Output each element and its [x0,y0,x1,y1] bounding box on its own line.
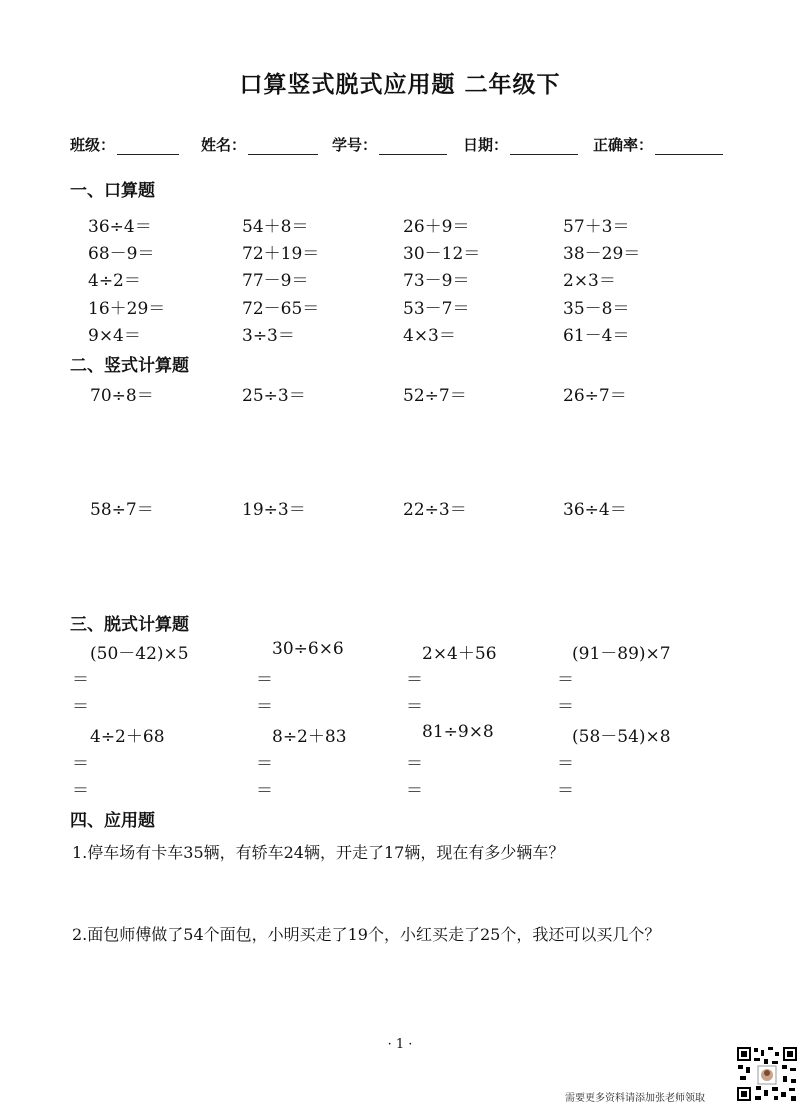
section-stepwise-heading: 三、脱式计算题 [70,615,189,635]
oral-problem: 54＋8＝ [242,217,309,237]
field-date-blank[interactable] [510,139,578,155]
equals-sign: ＝ [406,781,423,801]
field-name-blank[interactable] [248,139,318,155]
equals-sign: ＝ [72,670,89,690]
field-name-label: 姓名： [201,136,247,154]
field-date-label: 日期： [463,136,509,154]
field-student-id [332,134,447,155]
field-class-label: 班级： [70,136,116,154]
word-problem: 1.停车场有卡车35辆，有轿车24辆，开走了17辆，现在有多少辆车？ [72,843,565,862]
qr-code-icon [736,1046,798,1102]
equals-sign: ＝ [256,781,273,801]
vertical-problem: 52÷7＝ [403,386,467,406]
page-number: · 1 · [387,1037,413,1052]
oral-problem: 72＋19＝ [242,244,320,264]
equals-sign: ＝ [557,697,574,717]
oral-problem: 57＋3＝ [563,217,630,237]
oral-problem: 68－9＝ [88,244,155,264]
equals-sign: ＝ [557,670,574,690]
equals-sign: ＝ [406,697,423,717]
word-problem: 2.面包师傅做了54个面包，小明买走了19个，小红买走了25个，我还可以买几个？ [72,925,661,944]
equals-sign: ＝ [72,697,89,717]
vertical-problem: 26÷7＝ [563,386,627,406]
field-student-id-label: 学号： [332,136,378,154]
footer-note: 需要更多资料请添加张老师领取 [565,1093,705,1104]
oral-problem: 53－7＝ [403,299,470,319]
stepwise-problem: (91－89)×7 [572,644,671,664]
equals-sign: ＝ [256,697,273,717]
oral-problem: 26＋9＝ [403,217,470,237]
oral-problem: 73－9＝ [403,271,470,291]
oral-problem: 3÷3＝ [242,326,295,346]
vertical-problem: 58÷7＝ [90,500,154,520]
vertical-problem: 22÷3＝ [403,500,467,520]
field-accuracy [593,134,723,155]
equals-sign: ＝ [557,781,574,801]
vertical-problem: 36÷4＝ [563,500,627,520]
oral-problem: 61－4＝ [563,326,630,346]
stepwise-problem: 4÷2＋68 [90,727,165,747]
oral-problem: 2×3＝ [563,271,616,291]
equals-sign: ＝ [256,754,273,774]
page-title: 口算竖式脱式应用题 二年级下 [239,71,561,98]
oral-problem: 9×4＝ [88,326,141,346]
equals-sign: ＝ [406,754,423,774]
stepwise-problem: (58－54)×8 [572,727,671,747]
section-vertical-heading: 二、竖式计算题 [70,356,189,376]
field-student-id-blank[interactable] [379,139,447,155]
equals-sign: ＝ [72,781,89,801]
oral-problem: 35－8＝ [563,299,630,319]
vertical-problem: 19÷3＝ [242,500,306,520]
oral-problem: 4÷2＝ [88,271,141,291]
stepwise-problem: 2×4＋56 [422,644,497,664]
field-name [201,134,318,155]
equals-sign: ＝ [72,754,89,774]
field-accuracy-blank[interactable] [655,139,723,155]
vertical-problem: 70÷8＝ [90,386,154,406]
field-date [463,134,578,155]
oral-problem: 72－65＝ [242,299,320,319]
stepwise-problem: 8÷2＋83 [272,727,347,747]
oral-problem: 30－12＝ [403,244,481,264]
oral-problem: 77－9＝ [242,271,309,291]
oral-problem: 36÷4＝ [88,217,152,237]
oral-problem: 4×3＝ [403,326,456,346]
field-accuracy-label: 正确率： [593,136,654,154]
stepwise-problem: 81÷9×8 [422,722,494,742]
section-word-heading: 四、应用题 [70,811,155,831]
equals-sign: ＝ [256,670,273,690]
section-oral-heading: 一、口算题 [70,181,155,201]
oral-problem: 16＋29＝ [88,299,166,319]
equals-sign: ＝ [406,670,423,690]
equals-sign: ＝ [557,754,574,774]
stepwise-problem: (50－42)×5 [90,644,189,664]
oral-problem: 38－29＝ [563,244,641,264]
field-class-blank[interactable] [117,139,179,155]
vertical-problem: 25÷3＝ [242,386,306,406]
stepwise-problem: 30÷6×6 [272,639,344,659]
field-class [70,134,179,155]
